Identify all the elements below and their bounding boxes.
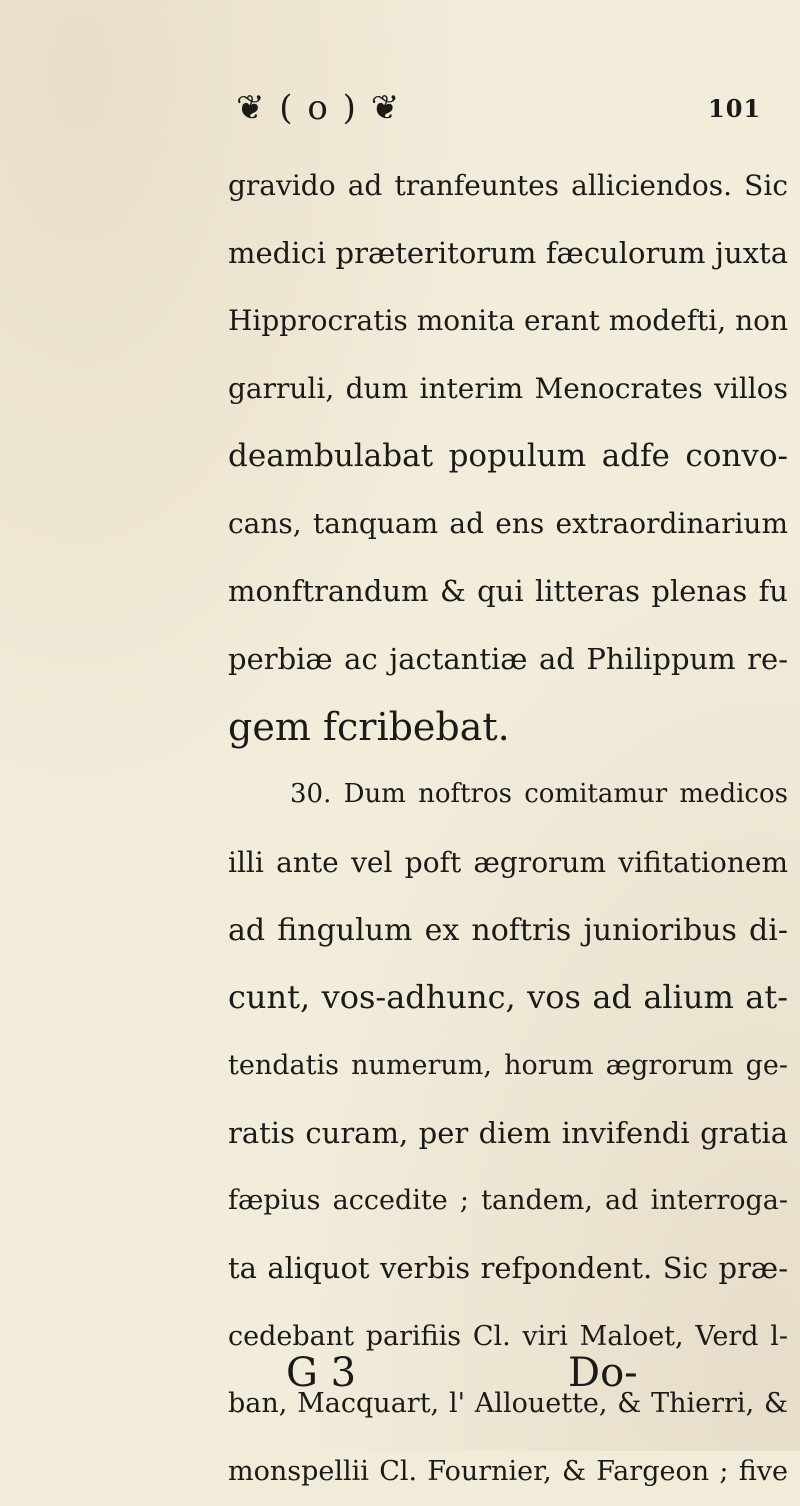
running-header: [0, 88, 800, 138]
text-line: cans, tanquam ad ens extraordinarium: [228, 507, 788, 541]
text-line: gravido ad tranfeuntes alliciendos. Sic: [228, 169, 788, 202]
text-line: monspellii Cl. Fournier, & Fargeon ; five: [228, 1456, 788, 1488]
page-number: 101: [708, 94, 762, 123]
text-line: tendatis numerum, horum ægrorum ge-: [228, 1049, 788, 1081]
text-line: illi ante vel poft ægrorum vifitationem: [228, 845, 788, 879]
text-line: cunt, vos-adhunc, vos ad alium at-: [228, 978, 788, 1017]
catchword: Do-: [568, 1350, 638, 1396]
text-line: fæpius accedite ; tandem, ad interroga-: [228, 1185, 788, 1217]
text-line: ad fingulum ex noftris junioribus di-: [228, 912, 788, 948]
text-line: monftrandum & qui litteras plenas fu: [228, 574, 788, 609]
text-line: ratis curam, per diem invifendi gratia: [228, 1115, 788, 1150]
page-footer: [0, 1350, 800, 1410]
text-line: ban, Macquart, l' Allouette, & Thierri, &: [228, 1388, 788, 1420]
header-ornament: ❦ ( o ) ❦: [236, 88, 402, 128]
text-line: gem fcribebat.: [228, 704, 510, 749]
text-line: deambulabat populum adfe convo-: [228, 437, 788, 474]
text-line: cedebant parifiis Cl. viri Maloet, Verd l-: [228, 1320, 788, 1352]
text-line: 30. Dum noftros comitamur medicos: [290, 779, 788, 810]
signature-mark: G 3: [286, 1350, 357, 1396]
text-line: ta aliquot verbis refpondent. Sic præ-: [228, 1251, 788, 1285]
text-line: perbiæ ac jactantiæ ad Philippum re-: [228, 641, 788, 676]
text-line: garruli, dum interim Menocrates villos: [228, 372, 788, 406]
text-line: medici præteritorum fæculorum juxta: [228, 235, 788, 270]
body-text: [228, 152, 788, 1506]
text-line: Hipprocratis monita erant modefti, non: [228, 304, 788, 338]
